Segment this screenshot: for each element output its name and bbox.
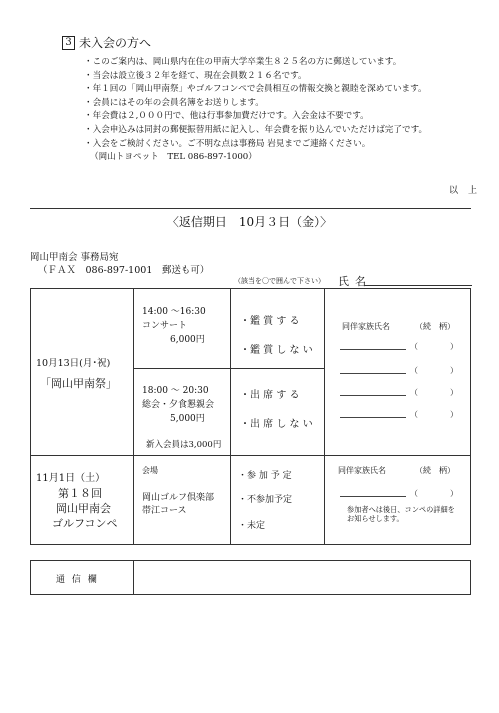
- name-field[interactable]: [364, 285, 472, 286]
- column-divider: [230, 288, 231, 545]
- dinner-fee: 5,000円: [170, 414, 205, 424]
- companion-name-field[interactable]: [340, 395, 406, 396]
- bullet-item: ・年会費は２,０００円で、他は行事参加費だけです。入会金は不要です。: [84, 111, 369, 122]
- option-attend-dinner[interactable]: ・出 席 す る: [240, 390, 300, 401]
- venue-label: 会場: [142, 466, 158, 475]
- venue-line: 帯江コース: [142, 506, 187, 516]
- circle-instruction: （該当を〇で囲んで下さい）: [234, 277, 325, 285]
- relation-field[interactable]: （ ）: [410, 342, 458, 351]
- companion-name-field[interactable]: [340, 496, 406, 497]
- option-skip-concert[interactable]: ・鑑 賞 し な い: [240, 345, 313, 356]
- bullet-item: ・会員にはその年の会員名簿をお送りします。: [84, 97, 264, 108]
- closing-mark: 以上: [448, 186, 487, 196]
- bullet-item: ・このご案内は、岡山県内在住の甲南大学卒業生８２５名の方に郵送しています。: [84, 57, 402, 67]
- option-golf-undecided[interactable]: ・未定: [238, 521, 266, 531]
- column-divider: [133, 288, 134, 545]
- new-member-fee: 新入会員は3,000円: [146, 440, 222, 450]
- relation-field[interactable]: （ ）: [410, 489, 458, 498]
- info-bullet-list: [84, 56, 494, 165]
- option-attend-concert[interactable]: ・鑑 賞 す る: [240, 316, 300, 327]
- column-divider: [133, 560, 134, 595]
- concert-fee: 6,000円: [170, 335, 205, 345]
- festival-title: 「岡山甲南祭」: [40, 377, 117, 390]
- golf-title-line: ゴルフコンペ: [52, 517, 118, 530]
- venue-line: 岡山ゴルフ倶楽部: [142, 493, 215, 503]
- bullet-item: ・当会は設立後３２年を経て、現在会員数２１６名です。: [84, 70, 307, 81]
- golf-note-line: 参加者へは後日、コンペの詳細を: [347, 505, 455, 514]
- comments-label: 通 信 欄: [56, 575, 99, 585]
- dinner-name: 総会・夕食懇親会: [142, 400, 215, 410]
- relation-field[interactable]: （ ）: [410, 388, 458, 397]
- bullet-item: ・入会申込みは同封の郵便振替用紙に記入し、年会費を振り込んでいただけば完了です。: [84, 124, 428, 135]
- festival-date: 10月13日(月･祝): [36, 358, 111, 369]
- bullet-item: ・年１回の「岡山甲南祭」やゴルフコンペで会員相互の情報交換と親睦を深めています。: [84, 84, 427, 95]
- dinner-time: 18:00 ～ 20:30: [142, 386, 209, 396]
- golf-note-line: お知らせします。: [347, 514, 404, 523]
- row-divider: [30, 455, 471, 456]
- relation-field[interactable]: （ ）: [410, 410, 458, 419]
- option-skip-dinner[interactable]: ・出 席 し な い: [240, 419, 313, 430]
- bullet-item: ・入会をご検討ください。ご不明な点は事務局 岩見までご連絡ください。: [84, 138, 371, 149]
- golf-title-line: 第１８回: [58, 487, 102, 500]
- reply-deadline: 〈返信期日 10月３日（金）〉: [166, 215, 333, 229]
- golf-title-line: 岡山甲南会: [56, 502, 111, 515]
- column-divider: [324, 288, 325, 545]
- companion-name-field[interactable]: [340, 417, 406, 418]
- option-golf-decline[interactable]: ・不参加予定: [238, 495, 293, 505]
- section-heading: [62, 34, 151, 51]
- recipient-address: 岡山甲南会 事務局宛: [30, 252, 119, 263]
- section-title: 未入会の方へ: [79, 36, 152, 50]
- divider: [30, 208, 471, 209]
- relation-header: （続 柄）: [415, 466, 455, 475]
- relation-field[interactable]: （ ）: [410, 366, 458, 375]
- contact-info: （岡山トヨペット TEL 086-897-1000）: [90, 152, 257, 163]
- golf-date: 11月1日（土）: [36, 473, 106, 484]
- section-number: 3: [62, 36, 75, 50]
- option-golf-attend[interactable]: ・参 加 予 定: [238, 471, 292, 481]
- row-divider: [133, 368, 324, 369]
- fax-info: （ＦＡＸ 086-897-1001 郵送も可）: [38, 265, 210, 276]
- relation-header: （続 柄）: [415, 322, 455, 331]
- companion-header: 同伴家族氏名: [338, 466, 386, 475]
- companion-name-field[interactable]: [340, 349, 406, 350]
- concert-time: 14:00 ～16:30: [142, 307, 206, 317]
- companion-header: 同伴家族氏名: [342, 322, 390, 331]
- concert-name: コンサート: [142, 321, 188, 331]
- name-label: 氏名: [338, 275, 372, 288]
- companion-name-field[interactable]: [340, 373, 406, 374]
